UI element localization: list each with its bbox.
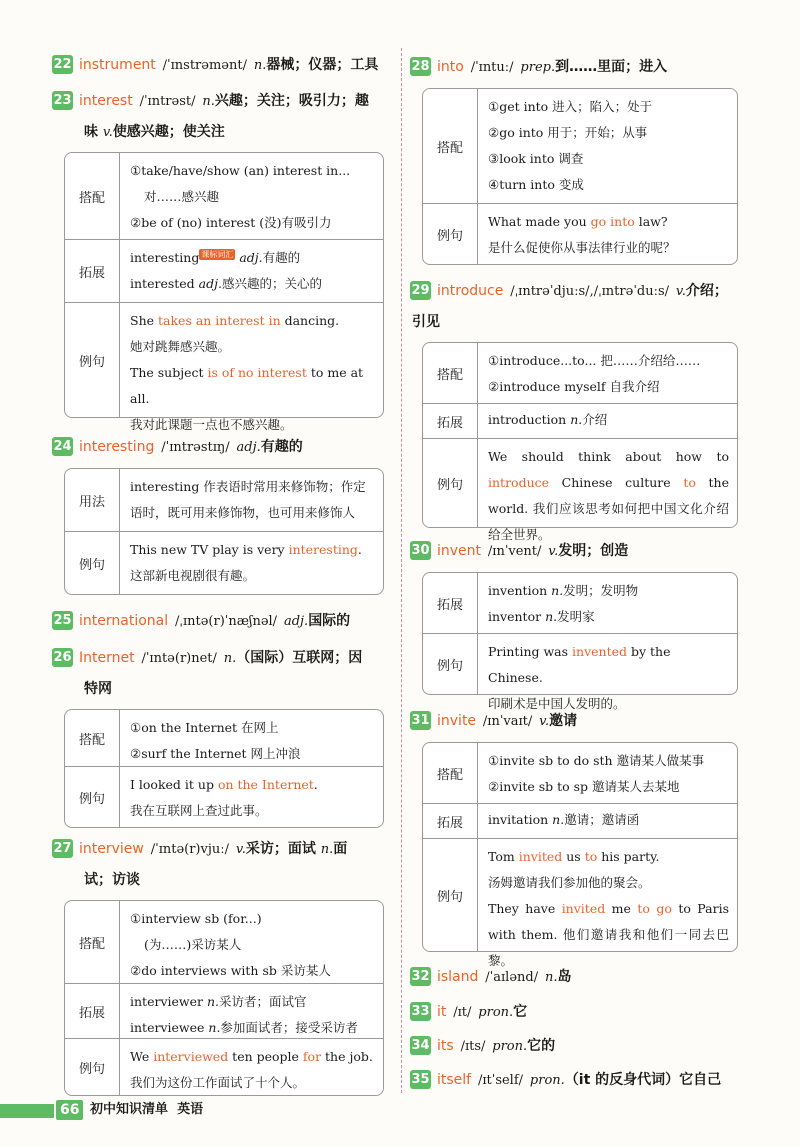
entry-heading [410,1065,750,1096]
extension-row [423,573,737,633]
collocation-1: ①on the Internet 在网上 [130,720,279,735]
entry-number-badge: 27 [53,841,72,856]
example-highlight: interviewed [153,1049,229,1064]
part-of-speech: adj. [239,250,263,265]
entry-heading [52,606,396,637]
meaning: 它的 [527,1038,556,1054]
part-of-speech: v. [235,842,246,857]
extension-meaning: 感兴趣的；关心的 [221,276,322,291]
part-of-speech: n. [202,94,215,109]
part-of-speech: n. [552,812,565,827]
entry-heading [52,834,396,895]
meaning: 邀请 [549,713,578,729]
part-of-speech: n. [544,970,558,985]
entry-heading [52,86,396,148]
entry-introduce [410,276,750,542]
collocation-2: ②do interviews with sb 采访某人 [130,963,331,978]
example-text: She [130,313,158,328]
row-label: 例句 [423,634,478,694]
entry-heading [52,432,396,463]
collocation-1: ①invite sb to do sth 邀请某人做某事 [488,753,705,768]
collocation-2: ②introduce myself 自我介绍 [488,379,660,394]
row-label: 搭配 [423,743,478,803]
example-text: dancing. [280,313,340,328]
meaning: 到……里面；进入 [555,59,668,75]
extension-word: interviewer [130,994,203,1009]
example-text: . [313,777,318,792]
footer-accent-bar [0,1104,54,1118]
usage-table [422,572,738,711]
usage-table [64,152,384,432]
extension-row [65,983,383,1038]
row-label: 例句 [423,204,478,264]
entry-number-badge: 25 [53,613,72,628]
part-of-speech: n. [223,651,237,666]
example-translation: 她对跳舞感兴趣。 [130,339,231,354]
row-content [120,153,383,239]
usage-table [64,709,384,828]
entry-heading [410,706,750,737]
extension-word: interviewee [130,1020,205,1035]
extension-row [423,403,737,438]
entry-heading [52,643,396,704]
headword: introduce [437,283,504,299]
part-of-speech: v. [548,544,559,559]
row-label: 拓展 [423,404,478,438]
part-of-speech: n. [570,412,583,427]
example-highlight: to [683,475,696,490]
entry-interview [52,834,396,1090]
example-text: They have [488,901,562,916]
row-content [120,532,383,594]
example-text: We should think about how to [488,449,729,464]
collocation-4: ④turn into 变成 [488,177,584,192]
example-text: to Paris with them. 他们邀请我和他们一同去巴黎。 [488,901,729,968]
row-content [120,710,383,766]
row-content [478,634,737,711]
row-content [478,404,737,438]
example-highlight: takes an interest in [158,313,281,328]
extension-meaning: 参加面试者；接受采访者 [220,1020,358,1035]
row-label: 搭配 [65,901,120,983]
collocation-row [65,153,383,239]
phonetic: /ɪnˈvaɪt/ [482,714,533,729]
part-of-speech: n. [253,58,267,73]
example-highlight: invited [561,901,606,916]
extension-row [65,239,383,302]
entry-its [410,1031,750,1062]
row-label: 例句 [65,303,120,417]
example-text: The subject [130,365,208,380]
row-label: 搭配 [65,153,120,239]
meaning: 介绍； [685,283,728,299]
headword: instrument [79,57,156,73]
entry-heading [52,50,396,81]
example-text: by the Chinese. [488,644,671,685]
part-of-speech: adj. [283,614,309,629]
phonetic: /ˈɪnstrəmənt/ [162,58,247,73]
entry-invent [410,536,750,711]
row-content [120,984,383,1038]
phonetic: /ɪts/ [460,1039,486,1054]
entry-island [410,962,750,993]
collocation-2: ②go into 用于；开始；从事 [488,125,648,140]
extension-meaning: 采访者；面试官 [219,994,307,1009]
entry-itself [410,1065,750,1096]
part-of-speech: prep. [520,60,556,75]
phonetic: /ˌɪntə(r)ˈnæʃnəl/ [175,614,278,629]
example-highlight: invented [572,644,628,659]
entry-number-badge: 33 [411,1004,430,1019]
row-content [478,743,737,803]
entry-heading [410,52,750,83]
entry-number-badge: 31 [411,713,430,728]
meaning: 器械；仪器；工具 [266,57,379,73]
example-text: me [605,901,638,916]
phonetic: /ˈɪntə(r)net/ [141,651,217,666]
part-of-speech-2: n. [320,842,334,857]
collocation-2: ②surf the Internet 网上冲浪 [130,746,301,761]
phonetic: /ˈaɪlənd/ [485,970,539,985]
part-of-speech-2: v. [102,125,113,140]
row-content [478,439,737,542]
meaning-continued: 试；访谈 [84,872,140,888]
usage-row [65,469,383,531]
headword: invent [437,543,482,559]
headword: interview [79,841,144,857]
meaning: 兴趣；关注；吸引力；趣 [214,93,369,109]
headword: its [437,1038,454,1054]
example-text: to me at all. [130,365,364,406]
entry-interesting [52,432,396,583]
meaning: 发明；创造 [558,543,629,559]
example-translation: 这部新电视剧很有趣。 [130,568,256,583]
entry-number-badge: 26 [53,650,72,665]
entry-number-badge: 28 [411,59,430,74]
headword: into [437,59,464,75]
meaning: 采访；面试 [245,841,316,857]
example-highlight: is of no interest [207,365,307,380]
headword: interesting [79,439,155,455]
usage-note: interesting 作表语时常用来修饰物；作定语时，既可用来修饰物，也可用来修饰人 [130,479,366,520]
row-content [478,839,737,968]
entry-international [52,606,396,637]
meaning: 有趣的 [260,439,303,455]
example-row [423,633,737,711]
column-divider [401,48,402,1093]
example-translation: 是什么促使你从事法律行业的呢？ [488,240,676,255]
row-label: 例句 [65,767,120,827]
row-content [478,89,737,203]
example-text: law? [634,214,668,229]
part-of-speech: v. [675,284,686,299]
entry-heading [410,1031,750,1062]
row-label: 搭配 [65,710,120,766]
example-row [65,1038,383,1095]
entry-number-badge: 34 [411,1038,430,1053]
example-row [423,438,737,542]
phonetic: /ˈɪntrəst/ [139,94,196,109]
entry-number-badge: 22 [53,57,72,72]
extension-meaning: 介绍 [582,412,608,427]
meaning: （it 的反身代词）它自己 [564,1072,722,1088]
collocation-row [423,343,737,403]
entry-into [410,52,750,255]
row-content [120,1039,383,1095]
collocation-2: ②invite sb to sp 邀请某人去某地 [488,779,680,794]
example-row [65,531,383,594]
example-text: the job. [321,1049,373,1064]
extension-meaning: 有趣的 [262,250,301,265]
meaning-continued: 特网 [84,681,112,697]
example-highlight: go into [590,214,635,229]
part-of-speech: n. [551,583,564,598]
extension-word: invention [488,583,548,598]
extension-word: interesting [130,250,200,265]
example-highlight: on the Internet [217,777,314,792]
example-text: Chinese culture [549,475,684,490]
entry-number-badge: 30 [411,543,430,558]
example-text: I looked it up [130,777,218,792]
example-text: Printing was [488,644,573,659]
example-row [423,203,737,264]
entry-invite [410,706,750,968]
usage-table [422,342,738,542]
row-content [120,240,383,302]
extension-word: introduction [488,412,567,427]
row-content [478,573,737,633]
example-translation: 我在互联网上查过此事。 [130,803,268,818]
collocation-3: ③look into 调查 [488,151,584,166]
entry-interest [52,86,396,432]
extension-word: invitation [488,812,549,827]
meaning-2: 面 [333,841,348,857]
row-label: 拓展 [65,240,120,302]
row-content [478,204,737,264]
meaning-2: 使感兴趣；使关注 [112,124,225,140]
example-highlight: for [302,1049,322,1064]
part-of-speech: n. [206,994,219,1009]
entry-instrument [52,50,396,81]
row-label: 用法 [65,469,120,531]
headword: itself [437,1072,472,1088]
headword: it [437,1004,447,1020]
entry-heading [410,997,750,1028]
meaning: （国际）互联网；因 [236,650,363,666]
row-label: 例句 [423,839,478,951]
example-text: . [357,542,362,557]
row-label: 拓展 [423,573,478,633]
phonetic: /ˌɪntrəˈdjuːs/,/ˌɪntrəˈduːs/ [510,284,670,299]
collocation-row [65,710,383,766]
collocation-row [65,901,383,983]
example-highlight: interesting [288,542,358,557]
headword: international [79,613,169,629]
example-translation: 印刷术是中国人发明的。 [488,696,626,711]
meaning: 国际的 [308,613,351,629]
usage-table [64,468,384,595]
row-label: 拓展 [423,804,478,838]
headword: island [437,969,479,985]
part-of-speech: pron. [478,1005,514,1020]
extension-meaning: 发明；发明物 [563,583,639,598]
entry-number-badge: 23 [53,93,72,108]
page-footer [0,1100,240,1120]
phonetic: /ɪnˈvent/ [487,544,542,559]
example-translation: 汤姆邀请我们参加他的聚会。 [488,875,651,890]
example-row [65,302,383,432]
example-text: We [130,1049,154,1064]
meaning-continued: 引见 [412,314,440,330]
book-title [90,1100,203,1120]
example-highlight: to go [637,901,672,916]
phonetic: /ˈɪntuː/ [470,60,514,75]
example-text: ten people [228,1049,303,1064]
phonetic: /ˈɪntə(r)vjuː/ [150,842,230,857]
meaning: 岛 [557,969,572,985]
example-highlight: invited [518,849,563,864]
subject-text: 英语 [177,1102,204,1117]
row-content [120,767,383,827]
example-text: the world. 我们应该思考如何把中国文化介绍给全世界。 [488,475,729,542]
collocation-1: ①introduce...to... 把……介绍给…… [488,353,701,368]
example-text: What made you [488,214,591,229]
row-label: 例句 [65,1039,120,1095]
part-of-speech: adj. [236,440,261,455]
row-content [120,901,383,983]
curriculum-tag: 课标词汇 [201,250,234,259]
row-content [478,804,737,838]
entry-it [410,997,750,1028]
example-translation: 我对此课题一点也不感兴趣。 [130,417,293,432]
example-text: This new TV play is very [130,542,289,557]
phonetic: /ˈɪntrəstɪŋ/ [161,440,230,455]
headword: interest [79,93,133,109]
usage-table [422,742,738,968]
example-text: us [562,849,585,864]
headword: invite [437,713,477,729]
row-label: 例句 [423,439,478,527]
part-of-speech: n. [208,1020,221,1035]
collocation-1-meaning: (为……)采访某人 [144,937,242,952]
phonetic: /ɪtˈself/ [477,1073,524,1088]
row-label: 拓展 [65,984,120,1038]
collocation-1-meaning: 对……感兴趣 [144,189,220,204]
extension-meaning: 发明家 [557,609,595,624]
collocation-row [423,89,737,203]
page-number: 66 [56,1100,83,1120]
collocation-row [423,743,737,803]
entry-internet [52,643,396,818]
headword: Internet [79,650,135,666]
entry-number-badge: 35 [411,1072,430,1087]
example-text: his party. [597,849,660,864]
row-content [120,303,383,432]
entry-heading [410,276,750,337]
example-highlight: introduce [488,475,550,490]
entry-number-badge: 29 [411,283,430,298]
example-text: Tom [488,849,519,864]
extension-word: inventor [488,609,542,624]
row-content [120,469,383,531]
collocation-2: ②be of (no) interest (没)有吸引力 [130,215,332,230]
entry-heading [410,536,750,567]
collocation-1: ①take/have/show (an) interest in... [130,163,351,178]
part-of-speech: n. [545,609,558,624]
extension-word: interested [130,276,195,291]
extension-meaning: 邀请；邀请函 [564,812,640,827]
collocation-1: ①interview sb (for...) [130,911,262,926]
entry-number-badge: 32 [411,969,430,984]
part-of-speech: adj. [198,276,222,291]
book-title-text: 初中知识清单 [90,1102,169,1117]
entry-number-badge: 24 [53,439,72,454]
row-label: 搭配 [423,343,478,403]
part-of-speech: v. [539,714,550,729]
example-highlight: to [584,849,598,864]
extension-row [423,803,737,838]
row-content [478,343,737,403]
row-label: 例句 [65,532,120,594]
part-of-speech: pron. [492,1039,528,1054]
example-row [65,766,383,827]
part-of-speech: pron. [529,1073,565,1088]
usage-table [422,88,738,265]
collocation-1: ①get into 进入；陷入；处于 [488,99,653,114]
phonetic: /ɪt/ [453,1005,472,1020]
entry-heading [410,962,750,993]
meaning-continued: 味 [84,124,98,140]
example-row [423,838,737,968]
example-translation: 我们为这份工作面试了十个人。 [130,1075,306,1090]
row-label: 搭配 [423,89,478,203]
usage-table [64,900,384,1096]
meaning: 它 [513,1004,528,1020]
